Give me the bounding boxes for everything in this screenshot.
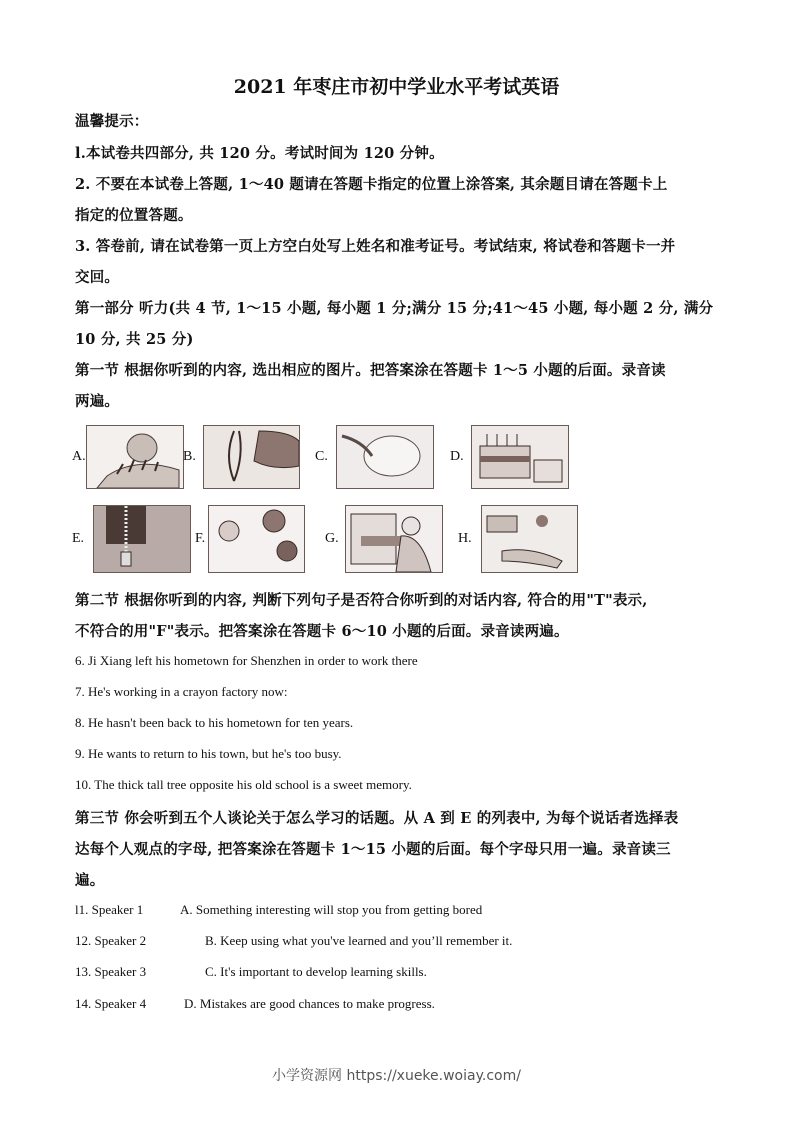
question-7: 7. He's working in a crayon factory now: xyxy=(75,684,288,699)
picture-label-d: D. xyxy=(450,449,464,464)
section3-instruction-cont2: 遍。 xyxy=(75,872,105,889)
zipper-picture xyxy=(93,505,191,573)
picture-label-g: G. xyxy=(325,531,339,546)
accident-scene-picture xyxy=(481,505,578,573)
tiger-picture xyxy=(86,425,184,489)
question-10: 10. The thick tall tree opposite his old school is a sweet memory. xyxy=(75,777,412,792)
picture-label-a: A. xyxy=(72,449,86,464)
birthday-cake-gift-picture xyxy=(471,425,569,489)
question-9: 9. He wants to return to his town, but he's too busy. xyxy=(75,746,342,761)
question-8: 8. He hasn't been back to his hometown for ten years. xyxy=(75,715,354,730)
picture-label-b: B. xyxy=(183,449,196,464)
part1-heading: 第一部分 听力(共 4 节, 1～15 小题, 每小题 1 分;满分 15 分;41～45 小题, 每小题 2 分, 满分 xyxy=(75,300,714,317)
section3-instruction-cont: 达每个人观点的字母, 把答案涂在答题卡 1～15 小题的后面。每个字母只用一遍。录音读三 xyxy=(75,841,671,858)
notice-item-3-cont: 交回。 xyxy=(75,269,120,286)
question-6: 6. Ji Xiang left his hometown for Shenzhen in order to work there xyxy=(75,653,418,668)
notice-item-2: 2. 不要在本试卷上答题, 1～40 题请在答题卡指定的位置上涂答案, 其余题目请在答题卡上 xyxy=(75,176,668,193)
notice-item-1: l.本试卷共四部分, 共 120 分。考试时间为 120 分钟。 xyxy=(75,145,444,162)
page-title: 2021 年枣庄市初中学业水平考试英语 xyxy=(233,76,560,98)
section1-instruction: 第一节 根据你听到的内容, 选出相应的图片。把答案涂在答题卡 1～5 小题的后面。录音读 xyxy=(75,362,666,379)
section2-instruction-cont: 不符合的用"F"表示。把答案涂在答题卡 6～10 小题的后面。录音读两遍。 xyxy=(75,623,569,640)
footer-watermark: 小学资源网 https://xueke.woiay.com/ xyxy=(272,1068,521,1084)
speaker-4: 14. Speaker 4 xyxy=(75,996,147,1011)
speaker-3: 13. Speaker 3 xyxy=(75,964,147,979)
notice-item-2-cont: 指定的位置答题。 xyxy=(75,207,193,224)
section1-instruction-cont: 两遍。 xyxy=(75,393,120,410)
roast-chicken-picture xyxy=(336,425,434,489)
speaker-2: 12. Speaker 2 xyxy=(75,933,147,948)
option-d: D. Mistakes are good chances to make progress. xyxy=(184,996,435,1011)
option-a: A. Something interesting will stop you from getting bored xyxy=(180,902,483,917)
section2-instruction: 第二节 根据你听到的内容, 判断下列句子是否符合你听到的对话内容, 符合的用"T"表示, xyxy=(75,592,648,609)
hand-cutting-picture xyxy=(203,425,300,489)
option-b: B. Keep using what you've learned and you’ll remember it. xyxy=(205,933,513,948)
speaker-1: l1. Speaker 1 xyxy=(75,902,144,917)
notice-item-3: 3. 答卷前, 请在试卷第一页上方空白处写上姓名和准考证号。考试结束, 将试卷和答题卡一并 xyxy=(75,238,676,255)
person-at-computer-picture xyxy=(345,505,443,573)
picture-label-h: H. xyxy=(458,531,472,546)
part1-heading-cont: 10 分, 共 25 分) xyxy=(75,331,194,348)
picture-label-f: F. xyxy=(195,531,206,546)
people-arguing-picture xyxy=(208,505,305,573)
option-c: C. It's important to develop learning skills. xyxy=(205,964,427,979)
picture-label-c: C. xyxy=(315,449,328,464)
picture-label-e: E. xyxy=(72,531,85,546)
notice-heading: 温馨提示： xyxy=(75,113,149,130)
section3-instruction: 第三节 你会听到五个人谈论关于怎么学习的话题。从 A 到 E 的列表中, 为每个说话者选择表 xyxy=(75,810,679,827)
